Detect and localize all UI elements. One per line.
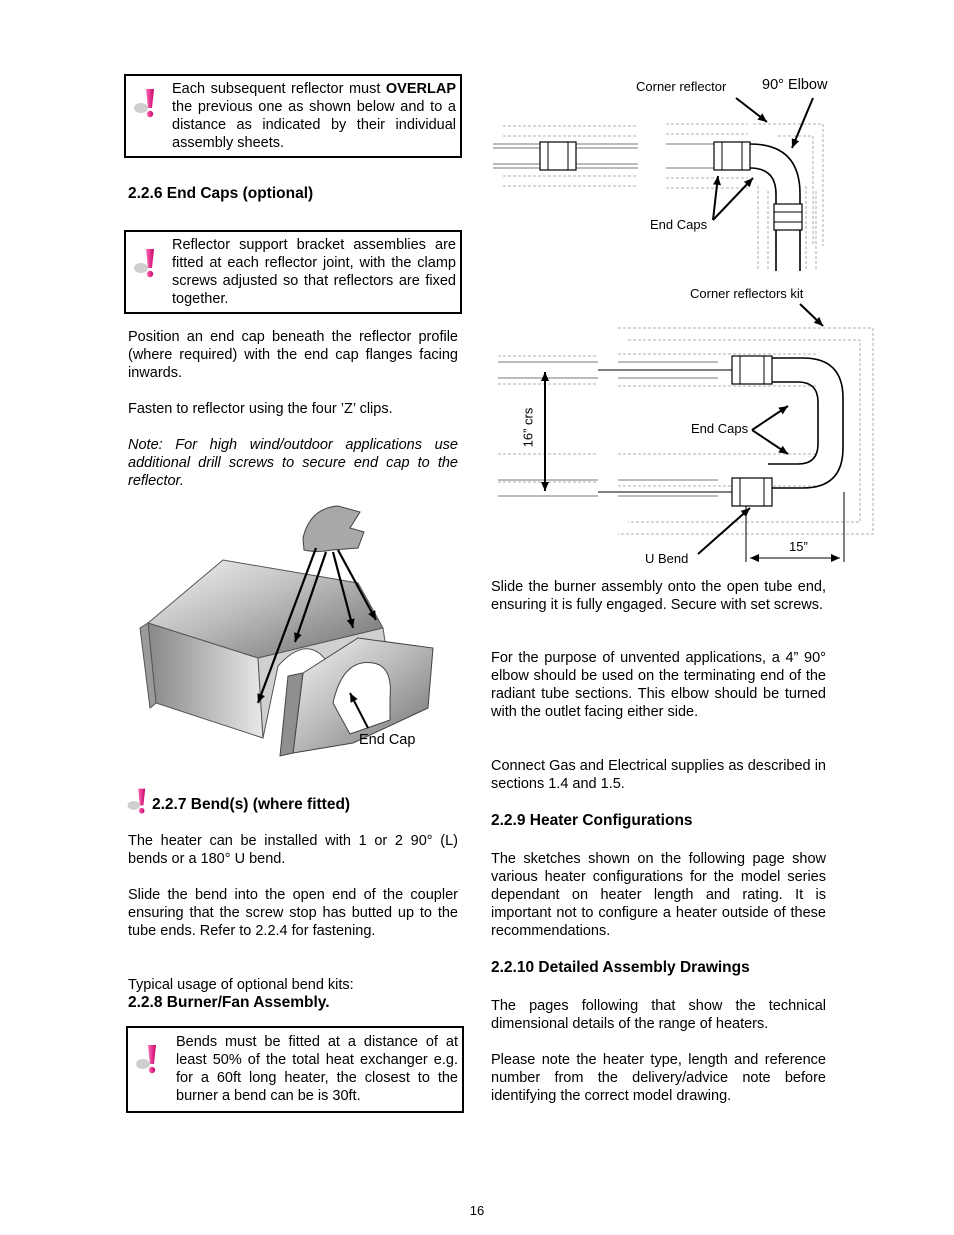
bend-paragraph-1: The heater can be installed with 1 or 2 90° (L) bends or a 180° U bend. xyxy=(128,833,458,867)
endcap-figure xyxy=(128,498,463,763)
warning-icon xyxy=(124,786,154,816)
bend-paragraph-3: Typical usage of optional bend kits: xyxy=(128,977,354,993)
note-overlap-text: Each subsequent reflector must OVERLAP the previous one as shown below and to a distance as indicated by their individual assembly sheets. xyxy=(172,81,456,151)
note-bend-distance-text: Bends must be fitted at a distance of at least 50% of the total heat exchanger e.g. for a 60ft long heater, the closest to the burner a bend can be is 30ft. xyxy=(176,1034,458,1104)
page-number: 16 xyxy=(469,1203,485,1218)
detail-paragraph-1: The pages following that show the technical dimensional details of the range of heaters. xyxy=(491,998,826,1032)
label-end-caps-top: End Caps xyxy=(650,217,708,232)
endcap-instruction-1: Position an end cap beneath the reflector profile (where required) with the end cap flanges facing inwards. xyxy=(128,329,458,381)
elbow-figure xyxy=(488,96,833,276)
warning-icon xyxy=(134,1042,164,1076)
section-heading-2-2-10: 2.2.10 Detailed Assembly Drawings xyxy=(491,959,750,976)
burner-paragraph-1: Slide the burner assembly onto the open tube end, ensuring it is fully engaged. Secure with set screws. xyxy=(491,579,826,613)
label-corner-reflectors-kit: Corner reflectors kit xyxy=(690,286,804,301)
warning-icon xyxy=(132,86,162,120)
section-heading-2-2-7: 2.2.7 Bend(s) (where fitted) xyxy=(152,796,351,813)
label-corner-reflector: Corner reflector xyxy=(636,79,727,94)
endcap-instruction-2: Fasten to reflector using the four ’Z’ clips. xyxy=(128,401,393,417)
note-bend-distance xyxy=(126,1026,464,1113)
bend-paragraph-2: Slide the bend into the open end of the coupler ensuring that the screw stop has butted up to the tube ends. Refer to 2.2.4 for fastening. xyxy=(128,887,458,939)
detail-paragraph-2: Please note the heater type, length and reference number from the delivery/advice note before identifying the correct model drawing. xyxy=(491,1052,826,1104)
note-reflector-support xyxy=(124,230,462,314)
section-heading-2-2-6: 2.2.6 End Caps (optional) xyxy=(128,185,314,202)
u-bend-figure xyxy=(488,296,880,568)
label-end-caps-bottom: End Caps xyxy=(691,421,749,436)
note-overlap xyxy=(124,74,462,158)
burner-paragraph-2: For the purpose of unvented applications, a 4” 90° elbow should be used on the terminating end of the radiant tube sections. This elbow should be turned with the outlet facing either side. xyxy=(491,650,826,720)
endcap-label: End Cap xyxy=(359,732,416,748)
note-reflector-support-text: Reflector support bracket assemblies are fitted at each reflector joint, with the clamp screws adjusted so that reflectors are fixed together. xyxy=(172,237,456,307)
label-u-bend: U Bend xyxy=(645,551,689,566)
section-heading-2-2-9: 2.2.9 Heater Configurations xyxy=(491,812,693,829)
burner-paragraph-3: Connect Gas and Electrical supplies as described in sections 1.4 and 1.5. xyxy=(491,758,826,792)
label-dim-15: 15” xyxy=(789,539,808,554)
section-heading-2-2-8: 2.2.8 Burner/Fan Assembly. xyxy=(128,994,330,1011)
endcap-note: Note: For high wind/outdoor applications use additional drill screws to secure end cap to the reflector. xyxy=(128,437,458,489)
warning-icon xyxy=(132,246,162,280)
label-16-crs: 16” crs xyxy=(520,407,536,448)
config-paragraph: The sketches shown on the following page show various heater configurations for the model series dependant on heater length and rating. It is important not to configure a heater outside of these recommendations. xyxy=(491,851,826,939)
label-90-elbow: 90° Elbow xyxy=(762,77,828,93)
